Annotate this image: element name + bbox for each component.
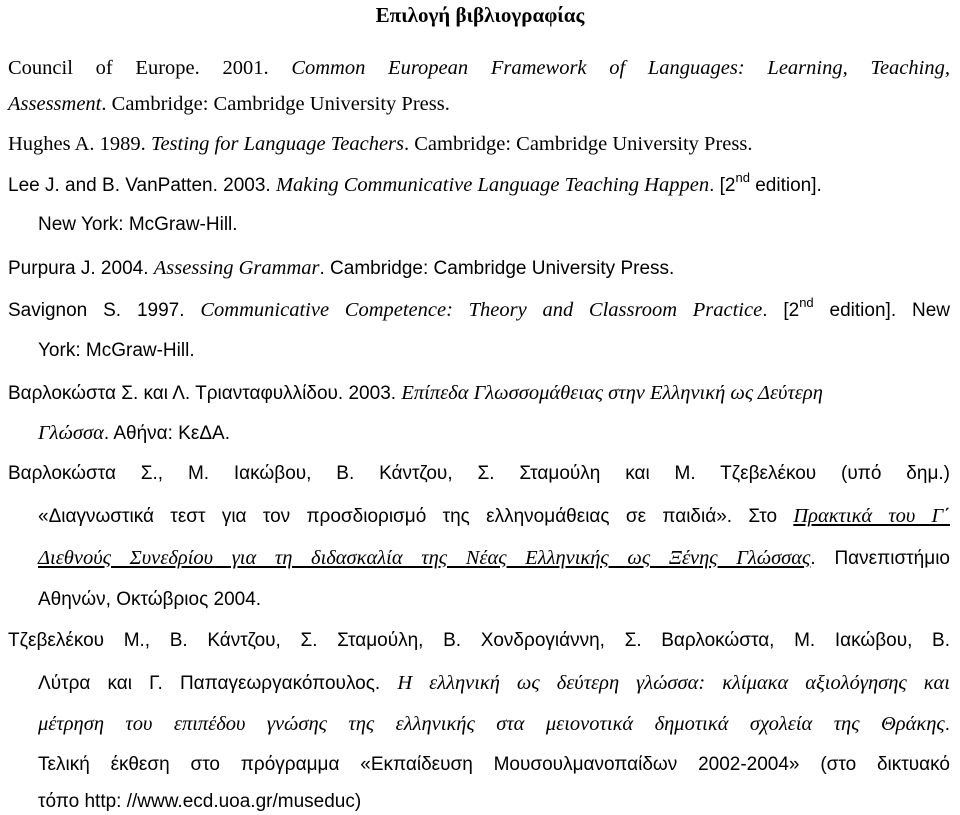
- reference-coe-line-1: Council of Europe. 2001. Common European Framework of Languages: Learning, Teaching,: [8, 57, 950, 79]
- reference-title: Assessing Grammar: [153, 257, 320, 279]
- reference-varlokosta-1-line-1: Βαρλοκώστα Σ. και Λ. Τριανταφυλλίδου. 2003. Επίπεδα Γλωσσομάθειας στην Ελληνική ως Δεύτερη: [8, 382, 823, 404]
- reference-varlokosta-1-line-2: Γλώσσα. Αθήνα: ΚεΔΑ.: [38, 422, 230, 444]
- page-title: Επιλογή βιβλιογραφίας: [375, 3, 585, 27]
- reference-purpura: Purpura J. 2004. Assessing Grammar. Cambridge: Cambridge University Press.: [8, 257, 675, 279]
- reference-title: Γλώσσα: [38, 422, 104, 444]
- reference-title: Assessment: [8, 93, 102, 115]
- reference-tzevelekou-line-2: Λύτρα και Γ. Παπαγεωργακόπουλος. Η ελληνική ως δεύτερη γλώσσα: κλίμακα αξιολόγησης και: [38, 672, 950, 694]
- reference-varlokosta-2-line-3: Διεθνούς Συνεδρίου για τη διδασκαλία της Νέας Ελληνικής ως Ξένης Γλώσσας. Πανεπιστήμιο: [38, 547, 950, 569]
- reference-varlokosta-2-line-4: Αθηνών, Οκτώβριος 2004.: [38, 589, 262, 610]
- reference-title: μέτρηση του επιπέδου γνώσης της ελληνικής στα μειονοτικά δημοτικά σχολεία της Θράκης: [38, 713, 945, 735]
- reference-title: Επίπεδα Γλωσσομάθειας στην Ελληνική ως Δεύτερη: [401, 382, 823, 404]
- reference-title: Common European Framework of Languages: Learning, Teaching,: [291, 57, 950, 79]
- reference-title: Testing for Language Teachers: [150, 133, 404, 155]
- reference-title: Διεθνούς Συνεδρίου για τη διδασκαλία της Νέας Ελληνικής ως Ξένης Γλώσσας: [38, 547, 811, 569]
- reference-title: Πρακτικά του Γ΄: [793, 505, 950, 527]
- reference-tzevelekou-line-5: τόπο http: //www.ecd.uoa.gr/museduc): [38, 791, 362, 812]
- reference-coe-line-2: Assessment. Cambridge: Cambridge University Press.: [8, 93, 450, 115]
- reference-hughes: Hughes A. 1989. Testing for Language Teachers. Cambridge: Cambridge University Press.: [8, 133, 753, 155]
- reference-savignon-line-1: Savignon S. 1997. Communicative Competence: Theory and Classroom Practice. [2nd edition]. New: [8, 295, 950, 321]
- reference-title: Making Communicative Language Teaching Happen: [275, 174, 710, 196]
- reference-tzevelekou-line-4: Τελική έκθεση στο πρόγραμμα «Εκπαίδευση Μουσουλμανοπαίδων 2002-2004» (στο δικτυακό: [38, 754, 950, 775]
- reference-varlokosta-2-line-1: Βαρλοκώστα Σ., Μ. Ιακώβου, Β. Κάντζου, Σ. Σταμούλη και Μ. Τζεβελέκου (υπό δημ.): [8, 463, 950, 484]
- reference-tzevelekou-line-3: μέτρηση του επιπέδου γνώσης της ελληνικής στα μειονοτικά δημοτικά σχολεία της Θράκης.: [38, 713, 950, 735]
- reference-lee-line-1: Lee J. and B. VanPatten. 2003. Making Communicative Language Teaching Happen. [2nd edition].: [8, 170, 822, 196]
- reference-title: Η ελληνική ως δεύτερη γλώσσα: κλίμακα αξιολόγησης και: [397, 672, 950, 694]
- reference-lee-line-2: New York: McGraw-Hill.: [38, 214, 238, 235]
- reference-title: Communicative Competence: Theory and Classroom Practice: [200, 299, 763, 321]
- reference-varlokosta-2-line-2: «Διαγνωστικά τεστ για τον προσδιορισμό της ελληνομάθειας σε παιδιά». Στο Πρακτικά του Γ΄: [38, 505, 950, 527]
- reference-tzevelekou-line-1: Τζεβελέκου Μ., Β. Κάντζου, Σ. Σταμούλη, Β. Χονδρογιάννη, Σ. Βαρλοκώστα, Μ. Ιακώβου, Β.: [8, 630, 950, 651]
- reference-savignon-line-2: York: McGraw-Hill.: [38, 340, 195, 361]
